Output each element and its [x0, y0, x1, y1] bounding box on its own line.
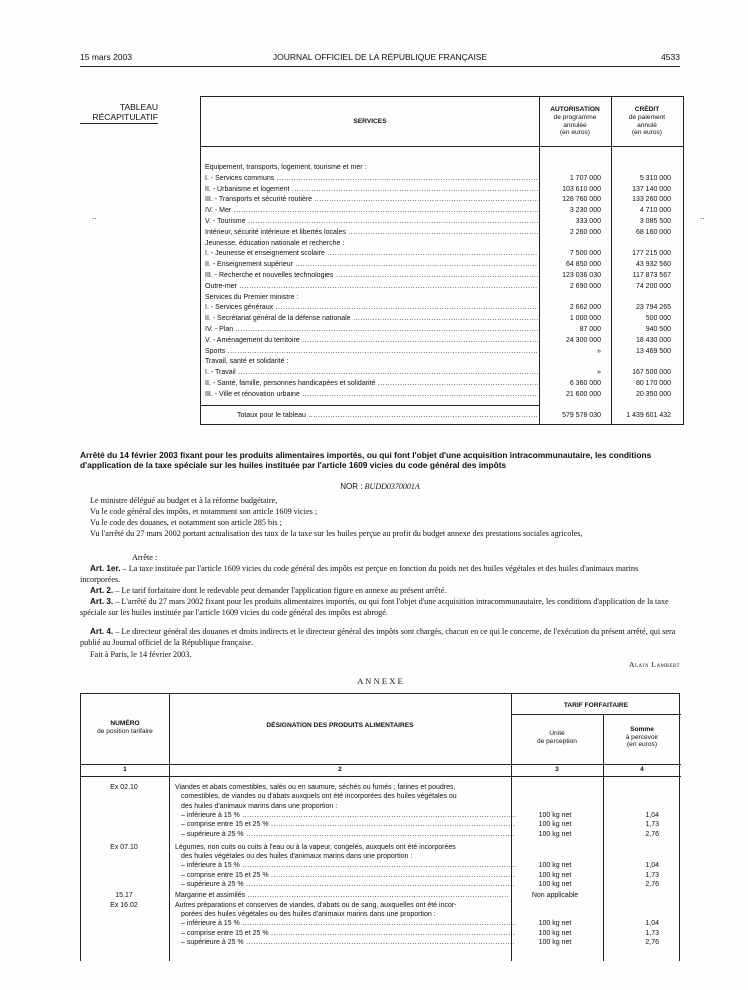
- col-header-autorisation: [539, 97, 611, 147]
- nor-line: [80, 482, 680, 491]
- annexe-row-designation: des huiles végétales ou des huiles d'animaux marins dans une proportion :: [181, 853, 413, 861]
- annexe-title: A N N E X E: [357, 676, 403, 686]
- col-header-autorisation-l2: de programme: [553, 113, 597, 121]
- preamble-2: Vu le code général des impôts, et notamment son article 1609 vicies ;: [90, 507, 318, 516]
- annexe-row-designation: – comprise entre 15 et 25 % .....: [175, 820, 515, 829]
- summary-row-label: Outre-mer .....: [205, 282, 538, 292]
- summary-total-credit: 1 439 601 432: [626, 412, 671, 419]
- annexe-row: [81, 910, 681, 919]
- annexe-row-position: Ex 02.10: [110, 784, 138, 791]
- annexe-row-amount: 1,73: [645, 929, 659, 937]
- summary-row-credit: 4 710 000: [639, 207, 671, 215]
- article-4-text: – Le directeur général des douanes et droits indirects et le directeur général des impôts sont chargés, chacun en ce qui le concerne, de l'exécution du présent arrêté, qui sera publié au Journal officiel de la République française.: [80, 627, 676, 647]
- header-page-number: 4533: [661, 52, 680, 62]
- side-title: [78, 102, 158, 122]
- arrete-title: Arrêté du 14 février 2003 fixant pour les produits alimentaires importés, ou qui font l'objet d'une acquisition intracommunautaire, les conditions d'application de la taxe spéciale sur les huiles instituée par l'article 1609 vicies du code général des impôts: [80, 450, 652, 471]
- summary-total-label: Totaux pour le tableau .....: [205, 411, 538, 421]
- annexe-row-designation: – inférieure à 15 % .....: [175, 919, 515, 928]
- annexe-row-unit: 100 kg net: [538, 821, 572, 829]
- annexe-row-unit: 100 kg net: [538, 929, 572, 937]
- annexe-row-designation: – inférieure à 15 % .....: [175, 861, 515, 870]
- col-header-numero: [81, 720, 169, 735]
- annexe-row-unit: Non applicable: [531, 892, 579, 900]
- article-3-text: – L'arrêté du 27 mars 2002 fixant pour les produits alimentaires importés, ou qui font l'objet d'une acquisition intracommunautaire, les conditions d'application de la taxe spéciale sur les huiles instituée par l'article 1609 vicies du code général des impôts est abrogé.: [80, 597, 669, 617]
- annexe-row-amount: 1,04: [645, 862, 659, 870]
- annexe-row-unit: 100 kg net: [538, 811, 572, 819]
- summary-row-autorisation: 64 850 000: [565, 261, 601, 269]
- annexe-row-designation: – comprise entre 15 et 25 % .....: [175, 929, 515, 938]
- annexe-row: [81, 852, 681, 861]
- summary-row-credit: 167 500 000: [632, 369, 671, 377]
- col-header-somme-l3: (en euros): [626, 741, 658, 749]
- annexe-row-amount: 2,76: [645, 830, 659, 838]
- col-header-somme-l1: Somme: [630, 726, 654, 733]
- summary-row-credit: 940 500: [645, 326, 671, 333]
- annexe-row-amount: 2,76: [645, 938, 659, 946]
- col-header-autorisation-l3: annulée: [563, 121, 587, 129]
- article-2-text: – Le tarif forfaitaire dont le redevable peut demander l'application figure en annexe au présent arrêté.: [115, 586, 447, 595]
- article-3-num: Art. 3.: [90, 597, 114, 606]
- summary-row-credit: 137 140 000: [632, 185, 671, 193]
- summary-table: [200, 96, 684, 425]
- summary-row-credit: 117 873 567: [632, 272, 671, 279]
- summary-row-autorisation: 2 690 000: [569, 282, 601, 290]
- annexe-row: [81, 919, 681, 928]
- annexe-row: [81, 792, 681, 801]
- annexe-row-designation: Autres préparations et conserves de viandes, d'abats ou de sang, auxquelles ont été incor-: [175, 901, 457, 909]
- annexe-row: [81, 901, 681, 910]
- summary-row-autorisation: 123 036 030: [562, 272, 601, 279]
- annexe-row: [81, 891, 681, 900]
- summary-row-label: I. - Travail .....: [205, 368, 538, 378]
- col-header-autorisation-l4: (en euros): [559, 129, 591, 137]
- summary-row-label: I. - Services généraux .....: [205, 303, 538, 313]
- col-header-tarif: TARIF FORFAITAIRE: [563, 702, 629, 709]
- summary-row-label: Jeunesse, éducation nationale et recherche :: [205, 239, 345, 247]
- annexe-row: [81, 820, 681, 829]
- summary-row-autorisation: »: [597, 347, 601, 355]
- annexe-row-designation: des huiles d'animaux marins dans une proportion :: [181, 802, 338, 810]
- summary-row-label: I. - Jeunesse et enseignement scolaire .....: [205, 249, 538, 259]
- annexe-row-designation: Viandes et abats comestibles, salés ou en saumure, séchés ou fumés ; farines et poudres,: [175, 784, 456, 791]
- annexe-table: [80, 693, 680, 961]
- summary-row-autorisation: 24 300 000: [565, 336, 601, 344]
- summary-row-label: II. - Santé, famille, personnes handicapées et solidarité .....: [205, 379, 538, 389]
- annexe-row-designation: comestibles, de viandes ou d'abats auxquels ont été incorporées des huiles végétales ou: [181, 793, 457, 801]
- fait-line: Fait à Paris, le 14 février 2003.: [90, 650, 192, 659]
- summary-row-label: III. - Recherche et nouvelles technologies .....: [205, 271, 538, 281]
- summary-row-credit: 80 170 000: [635, 380, 671, 387]
- summary-row-autorisation: 333 000: [575, 218, 601, 225]
- preamble-3: Vu le code des douanes, et notamment son article 285 bis ;: [90, 518, 282, 527]
- summary-row-label: Intérieur, sécurité intérieure et libertés locales .....: [205, 228, 538, 238]
- summary-row-credit: 133 260 000: [632, 196, 671, 204]
- summary-row-credit: 43 932 560: [635, 261, 671, 269]
- col-number-1: 1: [123, 766, 127, 773]
- article-1: [80, 564, 680, 585]
- summary-row-autorisation: 7 500 000: [569, 250, 601, 258]
- summary-row-credit: 74 200 000: [635, 282, 671, 290]
- article-4-num: Art. 4.: [90, 627, 114, 636]
- summary-row-label: II. - Enseignement supérieur .....: [205, 260, 538, 270]
- col-header-credit-l3: annulé: [637, 121, 657, 129]
- annexe-row-designation: Margarine et assimilés .....: [175, 891, 509, 900]
- summary-row-credit: 23 794 265: [635, 304, 671, 312]
- annexe-row: [81, 843, 681, 852]
- summary-row-label: II. - Urbanisme et logement .....: [205, 185, 538, 195]
- col-header-somme-l2: à percevoir: [625, 733, 659, 741]
- signature: Alain Lambert: [629, 660, 680, 669]
- summary-row-credit: 18 430 000: [635, 336, 671, 344]
- header-title: JOURNAL OFFICIEL DE LA RÉPUBLIQUE FRANÇAISE: [272, 52, 488, 62]
- col-number-3: 3: [555, 766, 559, 773]
- summary-row-credit: 3 085 500: [639, 218, 671, 225]
- summary-row-autorisation: 1 707 000: [569, 174, 601, 182]
- article-3: [80, 597, 680, 618]
- annexe-row-unit: 100 kg net: [538, 881, 572, 888]
- col-header-credit-l4: (en euros): [631, 129, 663, 137]
- summary-row-autorisation: 103 610 000: [562, 185, 601, 193]
- annexe-row-amount: 1,04: [645, 920, 659, 928]
- nor-label: NOR :: [340, 482, 363, 491]
- summary-row-autorisation: 6 360 000: [569, 380, 601, 387]
- side-title-line1: TABLEAU: [119, 102, 158, 112]
- annexe-row-amount: 2,76: [645, 881, 659, 888]
- arrete-word: Arrête :: [132, 553, 158, 562]
- annexe-row-designation: Légumes, non cuits ou cuits à l'eau ou à la vapeur, congelés, auxquels ont été incorporées: [175, 843, 456, 851]
- summary-row-credit: 20 350 000: [635, 390, 671, 398]
- header-rule: [80, 66, 680, 67]
- annexe-row-designation: – supérieure à 25 % .....: [175, 830, 515, 839]
- annexe-row-designation: – inférieure à 15 % .....: [175, 811, 515, 820]
- summary-row-credit: 177 215 000: [632, 250, 671, 258]
- col-header-numero-l1: NUMÉRO: [110, 720, 140, 727]
- annexe-row-position: Ex 07.10: [110, 843, 138, 851]
- summary-row-label: III. - Transports et sécurité routière .....: [205, 195, 538, 205]
- annexe-row: [81, 929, 681, 938]
- col-header-credit-l2: de paiement: [628, 113, 666, 121]
- summary-row-label: Sports .....: [205, 347, 538, 357]
- annexe-row-unit: 100 kg net: [538, 871, 572, 879]
- side-title-line2: RÉCAPITULATIF: [92, 112, 158, 122]
- annexe-row: [81, 871, 681, 880]
- annexe-row-unit: 100 kg net: [538, 830, 572, 838]
- summary-row-label: IV. - Plan .....: [205, 325, 538, 335]
- col-header-unite: [511, 730, 603, 745]
- summary-row-label: III. - Ville et rénovation urbaine .....: [205, 390, 538, 400]
- margin-mark-left: ..: [92, 212, 97, 221]
- col-header-credit-l1: CRÉDIT: [634, 106, 660, 114]
- annexe-row-designation: – supérieure à 25 % .....: [175, 938, 515, 947]
- summary-row-credit: 13 469 500: [635, 347, 671, 355]
- annexe-row-designation: – supérieure à 25 % .....: [175, 880, 515, 889]
- margin-mark-right: ..: [700, 212, 705, 221]
- preamble-1: Le ministre délégué au budget et à la réforme budgétaire,: [90, 496, 278, 505]
- summary-row-label: I. - Services communs .....: [205, 174, 538, 184]
- annexe-row-designation: – comprise entre 15 et 25 % .....: [175, 871, 515, 880]
- summary-row-label: Equipement, transports, logement, tourisme et mer :: [205, 164, 367, 171]
- summary-row-autorisation: 3 230 000: [569, 207, 601, 215]
- annexe-row-amount: 1,73: [645, 871, 659, 879]
- annexe-row: [81, 802, 681, 811]
- summary-row-credit: 68 160 000: [635, 228, 671, 236]
- annexe-row-position: Ex 16.02: [110, 901, 138, 909]
- summary-row-autorisation: 128 760 000: [562, 196, 601, 204]
- article-1-text: – La taxe instituée par l'article 1609 vicies du code général des impôts est perçue en fonction du poids net des huiles végétales et des huiles d'animaux marins incorporées.: [80, 564, 639, 584]
- col-header-somme: [603, 726, 681, 749]
- annexe-row-unit: 100 kg net: [538, 862, 572, 870]
- side-title-rule: [80, 123, 158, 124]
- annexe-row-position: 15.17: [115, 892, 133, 900]
- summary-row-autorisation: 2 662 000: [569, 304, 601, 312]
- annexe-row: [81, 811, 681, 820]
- summary-row-autorisation: 1 000 000: [569, 315, 601, 323]
- summary-row-label: Travail, santé et solidarité :: [205, 358, 289, 366]
- article-1-num: Art. 1er.: [90, 564, 121, 573]
- summary-row-credit: 5 310 000: [639, 174, 671, 182]
- col-header-credit: [611, 97, 683, 147]
- nor-code: BUDD0370001A: [364, 482, 420, 491]
- article-2-num: Art. 2.: [90, 586, 114, 595]
- col-header-numero-l2: de position tarifaire: [97, 727, 153, 735]
- header-bottom-rule: [81, 776, 681, 777]
- annexe-row: [81, 938, 681, 947]
- annexe-row: [81, 880, 681, 889]
- total-rule: [201, 405, 539, 406]
- summary-row-label: V. - Aménagement du territoire .....: [205, 336, 538, 346]
- summary-row-label: Services du Premier ministre :: [205, 293, 299, 301]
- tarif-rule: [511, 714, 681, 715]
- article-2: [80, 586, 680, 597]
- header-date: 15 mars 2003: [80, 52, 132, 62]
- col-header-unite-l1: Unité: [549, 730, 565, 737]
- col-header-services-label: SERVICES: [353, 117, 387, 125]
- summary-row-autorisation: »: [597, 369, 601, 377]
- col-header-autorisation-l1: AUTORISATION: [550, 106, 600, 114]
- annexe-row: [81, 830, 681, 839]
- col-header-designation: DÉSIGNATION DES PRODUITS ALIMENTAIRES: [266, 722, 414, 729]
- col-number-rule: [81, 764, 681, 765]
- annexe-row-unit: 100 kg net: [538, 938, 572, 946]
- summary-row-credit: 500 000: [645, 315, 671, 323]
- summary-row-label: IV. - Mer .....: [205, 206, 538, 216]
- annexe-row-unit: 100 kg net: [538, 920, 572, 928]
- article-4: [80, 627, 680, 648]
- annexe-row: [81, 861, 681, 870]
- summary-row-autorisation: 87 000: [579, 326, 601, 333]
- summary-row-label: V. - Tourisme .....: [205, 217, 538, 227]
- col-header-services: [201, 97, 539, 147]
- summary-row-autorisation: 21 600 000: [565, 390, 601, 398]
- col-number-2: 2: [338, 766, 342, 773]
- col-header-unite-l2: de perception: [537, 737, 577, 745]
- summary-row-autorisation: 2 260 000: [569, 228, 601, 236]
- annexe-row-amount: 1,73: [645, 821, 659, 829]
- summary-row-label: II. - Secrétariat général de la défense nationale .....: [205, 314, 538, 324]
- col-number-4: 4: [640, 766, 644, 773]
- annexe-row-amount: 1,04: [645, 811, 659, 819]
- summary-total-autorisation: 579 578 030: [562, 412, 601, 419]
- annexe-row-designation: porées des huiles végétales ou des huiles d'animaux marins dans une proportion :: [181, 910, 436, 918]
- annexe-row: [81, 783, 681, 792]
- preamble-4: Vu l'arrêté du 27 mars 2002 portant actualisation des taux de la taxe sur les huiles perçue au profit du budget annexe des prestations sociales agricoles,: [90, 529, 583, 538]
